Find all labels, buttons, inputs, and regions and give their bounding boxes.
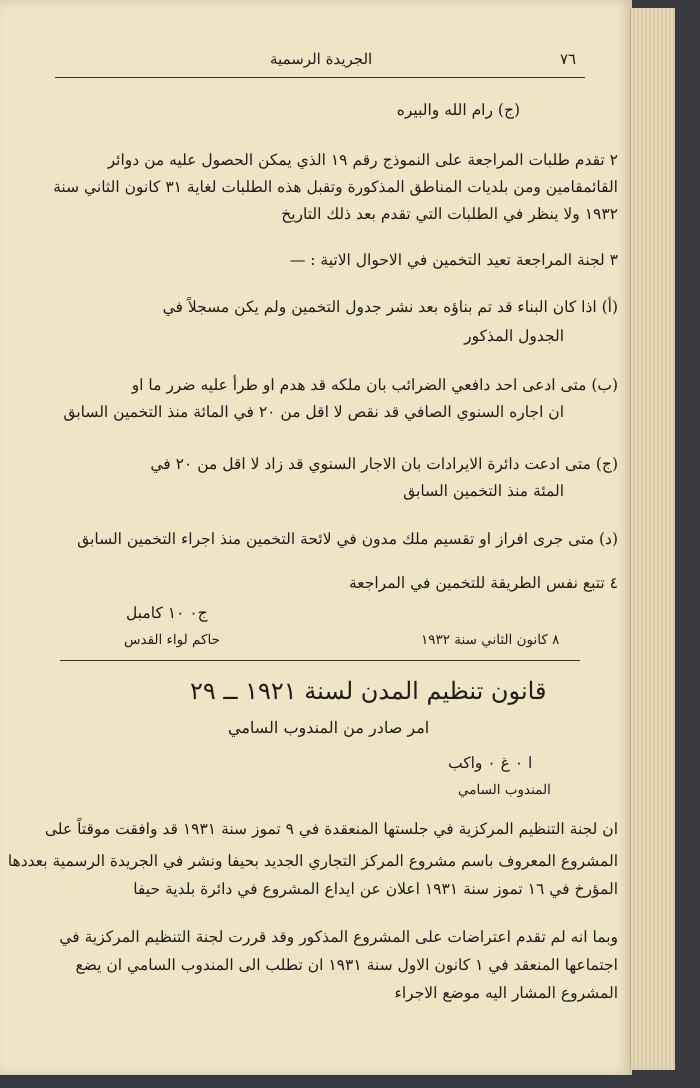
list-item-d: (د) متى جرى افراز او تقسيم ملك مدون في لائحة التخمين منذ اجراء التخمين السابق [77,530,618,548]
list-item-j: (ج) رام الله والبيره [396,101,520,119]
paragraph-4: ٤ تتبع نفس الطريقة للتخمين في المراجعة [348,574,618,592]
signature-name: ج٠ ١٠ كامبل [126,604,208,622]
signature-title: حاكم لواء القدس [124,632,220,648]
paragraph-5-line-2: المشروع المعروف باسم مشروع المركز التجاري الجديد بحيفا ونشر في الجريدة الرسمية بعددها [7,852,618,870]
law-title: قانون تنظيم المدن لسنة ١٩٢١ ــ ٢٩ [190,677,547,705]
list-item-b-line-2: ان اجاره السنوي الصافي قد نقص لا اقل من ٢٠ في المائة منذ التخمين السابق [63,403,564,421]
paragraph-2-line-3: ١٩٣٢ ولا ينظر في الطلبات التي تقدم بعد ذلك التاريخ [281,205,618,223]
page-number: ٧٦ [560,50,577,68]
paragraph-5-line-1: ان لجنة التنظيم المركزية في جلستها المنعقدة في ٩ تموز سنة ١٩٣١ قد وافقت موقتاً على [44,820,618,838]
signer-title: المندوب السامي [458,782,551,798]
list-item-a-line-2: الجدول المذكور [464,327,564,345]
header-rule [55,77,585,78]
running-title: الجريدة الرسمية [270,50,373,68]
section-divider [60,660,580,661]
paragraph-6-line-3: المشروع المشار اليه موضع الاجراء [394,984,618,1002]
date: ٨ كانون الثاني سنة ١٩٣٢ [421,632,560,648]
paragraph-3: ٣ لجنة المراجعة تعيد التخمين في الاحوال الاتية : — [289,251,618,269]
paragraph-6-line-1: وبما انه لم تقدم اعتراضات على المشروع المذكور وقد قررت لجنة التنظيم المركزية في [59,928,618,946]
paragraph-5-line-3: المؤرخ في ١٦ تموز سنة ١٩٣١ اعلان عن ايداع المشروع في دائرة بلدية حيفا [133,880,618,898]
paragraph-2-line-2: القائمقامين ومن بلديات المناطق المذكورة وتقبل هذه الطلبات لغاية ٣١ كانون الثاني سنة [53,178,618,196]
paragraph-6-line-2: اجتماعها المنعقد في ١ كانون الاول سنة ١٩٣١ ان تطلب الى المندوب السامي ان يضع [75,956,618,974]
list-item-a-line-1: (أ) اذا كان البناء قد تم بناؤه بعد نشر جدول التخمين ولم يكن مسجلاً في [162,298,618,316]
paragraph-2-line-1: ٢ تقدم طلبات المراجعة على النموذج رقم ١٩ الذي يمكن الحصول عليه من دوائر [107,151,618,169]
list-item-j2-line-2: المئة منذ التخمين السابق [403,482,564,500]
list-item-j2-line-1: (ج) متى ادعت دائرة الايرادات بان الاجار السنوي قد زاد لا اقل من ٢٠ في [150,455,618,473]
signer-name: ا ٠ غ ٠ واكب [448,754,533,772]
page-edges [630,8,675,1070]
list-item-b-line-1: (ب) متى ادعى احد دافعي الضرائب بان ملكه قد هدم او طرأ عليه ضرر ما او [131,376,618,394]
law-subtitle: امر صادر من المندوب السامي [228,718,430,737]
